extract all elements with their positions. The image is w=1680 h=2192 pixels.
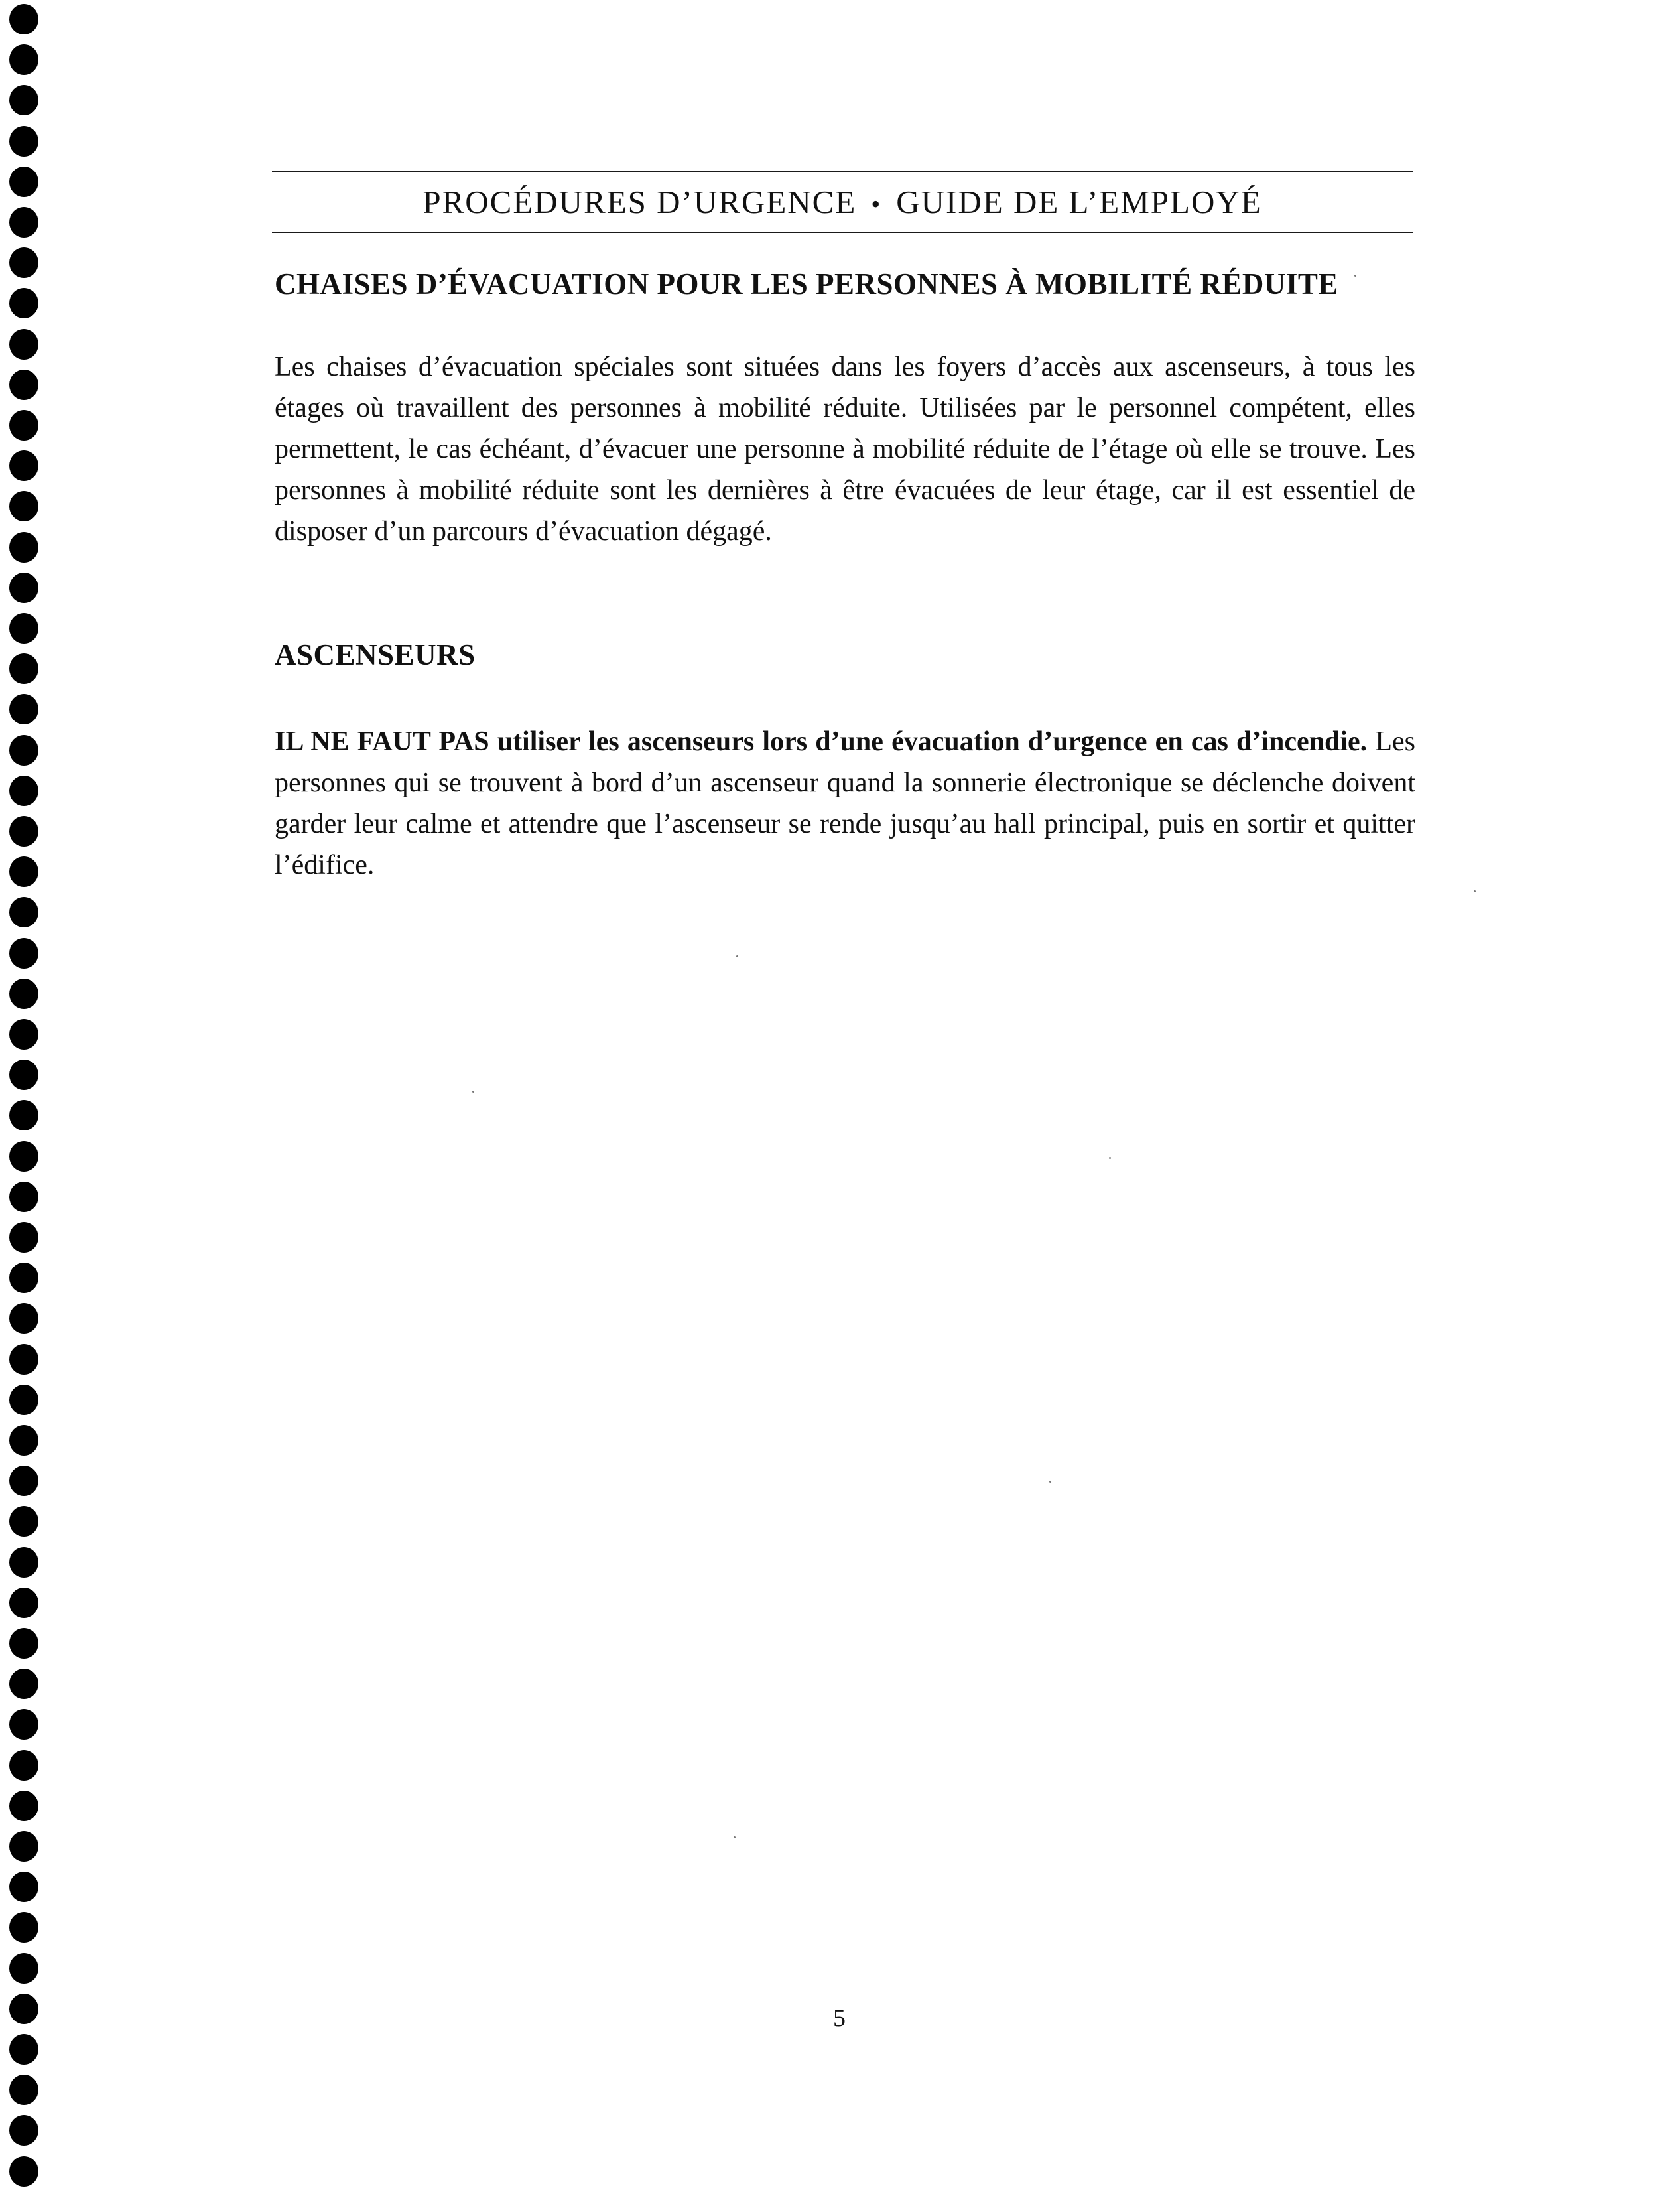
binder-hole	[9, 856, 38, 887]
binder-hole	[9, 1994, 38, 2024]
binder-hole	[9, 1425, 38, 1456]
binder-hole	[9, 370, 38, 400]
binder-hole	[9, 776, 38, 806]
binder-hole	[9, 1872, 38, 1902]
header-text	[272, 183, 1413, 224]
binder-hole	[9, 735, 38, 766]
binder-hole	[9, 1912, 38, 1943]
binder-hole	[9, 979, 38, 1009]
binder-hole	[9, 207, 38, 238]
binder-hole	[9, 126, 38, 157]
binder-hole	[9, 2115, 38, 2146]
binder-hole	[9, 1385, 38, 1415]
binder-hole	[9, 1669, 38, 1699]
scan-speck	[1049, 1481, 1051, 1483]
elevator-warning: IL NE FAUT PAS utiliser les ascenseurs lors d’une évacuation d’urgence en cas d’incendie.	[275, 726, 1368, 757]
binder-hole	[9, 1100, 38, 1130]
binder-hole	[9, 85, 38, 115]
section-heading-evacuation-chairs: CHAISES D’ÉVACUATION POUR LES PERSONNES À MOBILITÉ RÉDUITE	[275, 267, 1338, 301]
page-number: 5	[833, 2004, 846, 2032]
binder-hole	[9, 1019, 38, 1050]
binder-hole	[9, 816, 38, 847]
binder-hole	[9, 653, 38, 684]
section-body-elevators	[275, 721, 1415, 886]
header-bottom-rule	[272, 232, 1413, 233]
binder-hole	[9, 573, 38, 603]
binder-hole	[9, 938, 38, 969]
binder-hole	[9, 613, 38, 644]
binder-hole	[9, 2034, 38, 2065]
binder-hole	[9, 1263, 38, 1293]
binder-hole	[9, 44, 38, 75]
binder-hole	[9, 410, 38, 441]
scan-speck	[734, 1836, 736, 1838]
binder-hole	[9, 491, 38, 521]
binder-holes	[9, 0, 38, 2192]
binder-hole	[9, 532, 38, 563]
binder-hole	[9, 1791, 38, 1821]
running-header	[272, 171, 1413, 233]
section-heading-elevators: ASCENSEURS	[275, 638, 476, 671]
binder-hole	[9, 1709, 38, 1740]
binder-hole	[9, 1506, 38, 1537]
binder-hole	[9, 1466, 38, 1496]
binder-hole	[9, 450, 38, 481]
scan-speck	[1354, 275, 1356, 277]
binder-hole	[9, 1953, 38, 1984]
binder-hole	[9, 2156, 38, 2187]
binder-hole	[9, 1628, 38, 1659]
binder-hole	[9, 329, 38, 360]
binder-hole	[9, 897, 38, 927]
binder-hole	[9, 1303, 38, 1334]
header-right-title: GUIDE DE L’EMPLOYÉ	[896, 184, 1262, 220]
header-left-title: PROCÉDURES D’URGENCE	[422, 184, 857, 220]
binder-hole	[9, 1182, 38, 1212]
binder-hole	[9, 1588, 38, 1618]
binder-hole	[9, 167, 38, 197]
binder-hole	[9, 1060, 38, 1090]
binder-hole	[9, 1222, 38, 1253]
scan-speck	[736, 955, 738, 957]
scan-speck	[472, 1091, 474, 1093]
scan-speck	[1474, 890, 1476, 892]
binder-hole	[9, 1344, 38, 1375]
elevator-instructions: Les personnes qui se trouvent à bord d’un ascenseur quand la sonnerie électronique se déclenche doivent garder leur calme et attendre que l’ascenseur se rende jusqu’au hall principal, puis en sortir et quitter l’édifice.	[275, 726, 1416, 880]
binder-hole	[9, 1547, 38, 1578]
binder-hole	[9, 694, 38, 724]
binder-hole	[9, 288, 38, 318]
header-separator: •	[871, 189, 882, 219]
scan-speck	[1109, 1157, 1111, 1159]
binder-hole	[9, 2075, 38, 2105]
binder-hole	[9, 1831, 38, 1862]
binder-hole	[9, 247, 38, 278]
section-body-evacuation-chairs: Les chaises d’évacuation spéciales sont situées dans les foyers d’accès aux ascenseurs, à tous les étages où travaillent des personnes à mobilité réduite. Utilisées par le personnel compétent, elles permettent, le cas échéant, d’évacuer une personne à mobilité réduite de l’étage où elle se trouve. Les personnes à mobilité réduite sont les dernières à être évacuées de leur étage, car il est essentiel de disposer d’un parcours d’évacuation dégagé.	[275, 352, 1415, 547]
binder-hole	[9, 1750, 38, 1781]
binder-hole	[9, 4, 38, 34]
binder-hole	[9, 1141, 38, 1172]
page-content	[275, 264, 1415, 886]
header-top-rule	[272, 171, 1413, 172]
